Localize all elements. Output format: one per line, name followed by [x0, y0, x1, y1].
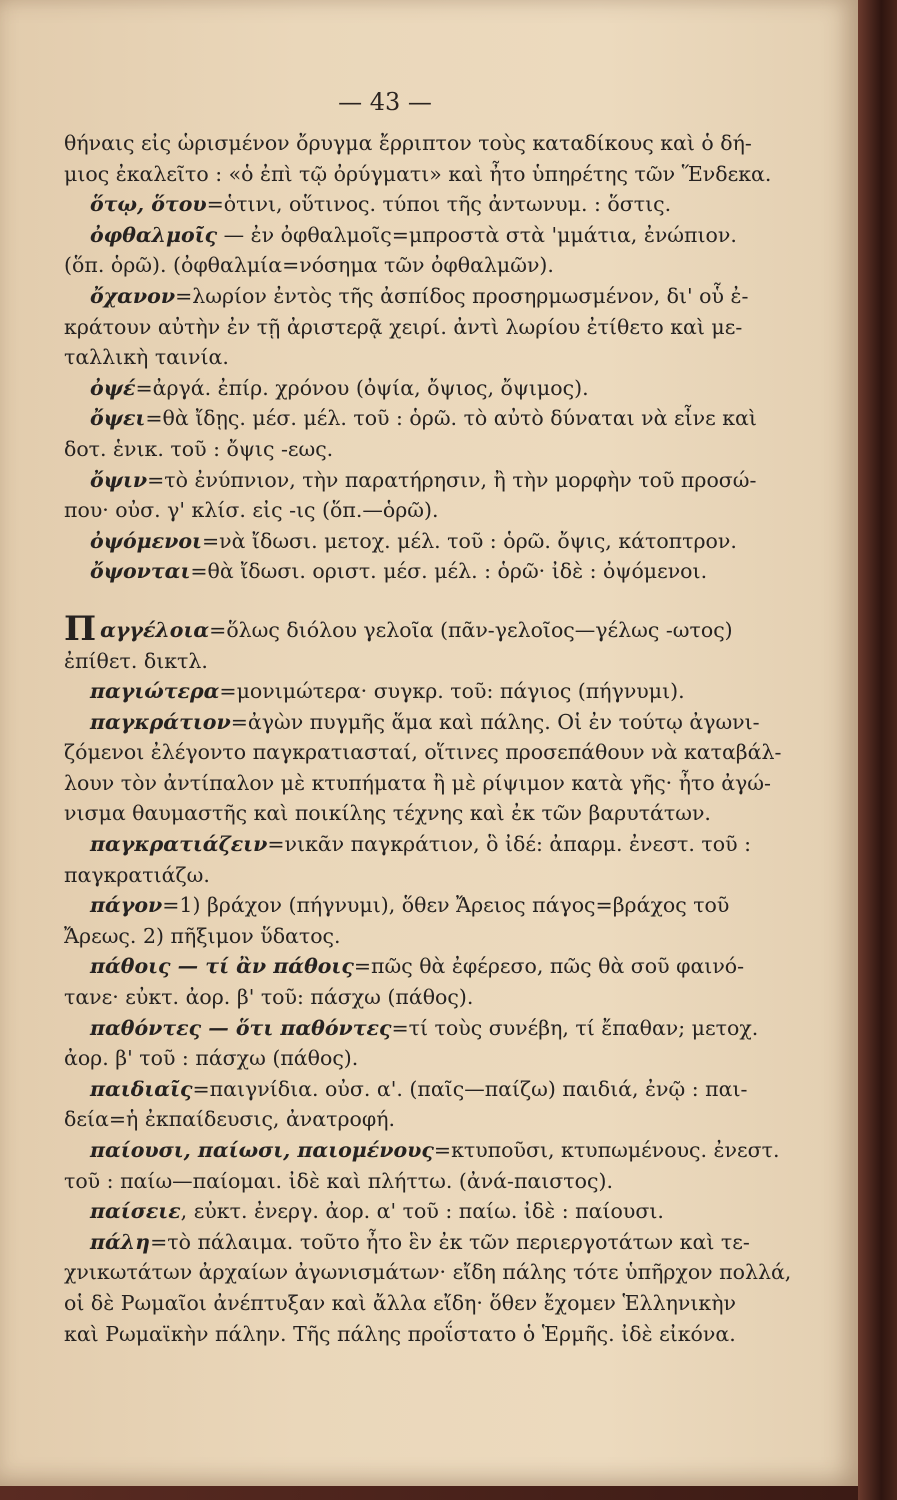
text-line [64, 159, 794, 190]
text-line [64, 342, 794, 373]
text-line [64, 676, 794, 707]
text-line [64, 646, 794, 677]
entry-text: χνικωτάτων ἀρχαίων ἀγωνισμάτων· εἴδη πάλης τότε ὑπῆρχον πολλά, [64, 1260, 792, 1285]
entry-text: (ὅπ. ὁρῶ). (ὀφθαλμία=νόσημα τῶν ὀφθαλμῶν). [64, 253, 554, 278]
entry-text: =1) βράχον (πήγνυμι), ὅθεν Ἄρειος πάγος=βράχος τοῦ [162, 893, 730, 918]
entry-headword: ὄψονται [90, 559, 191, 584]
entry-headword: ὄχανον [90, 283, 176, 308]
text-line [64, 403, 794, 434]
entry-text: =θὰ ἴδωσι. οριστ. μέσ. μέλ. : ὁρῶ· ἰδὲ : ὀψόμενοι. [190, 559, 708, 584]
text-line [64, 982, 794, 1013]
entry-headword: ὀφθαλμοῖς [90, 222, 218, 247]
entry-text: τοῦ : παίω—παίομαι. ἰδὲ καὶ πλήττω. (ἀνά-παιστος). [64, 1168, 613, 1193]
text-line [64, 1257, 794, 1288]
entry-text: κράτουν αὐτὴν ἐν τῇ ἀριστερᾷ χειρί. ἀντὶ λωρίου ἐτίθετο καὶ με- [64, 314, 743, 339]
entry-headword: παγκρατιάζειν [90, 832, 268, 857]
text-line [64, 312, 794, 343]
entry-headword: ὀψόμενοι [90, 528, 202, 553]
entry-headword: παγκράτιον [90, 709, 231, 734]
text-line [64, 495, 794, 526]
text-line [64, 465, 794, 496]
text-line [64, 434, 794, 465]
text-line [64, 737, 794, 768]
entry-headword: ὄψιν [90, 467, 148, 492]
glossary-text [64, 128, 794, 1349]
text-line [64, 281, 794, 312]
text-line [64, 1043, 794, 1074]
text-line [64, 1319, 794, 1350]
text-line [64, 860, 794, 891]
entry-text: που· οὐσ. γ' κλίσ. εἰς -ις (ὅπ.—ὁρῶ). [64, 498, 439, 523]
text-line [64, 1227, 794, 1258]
entry-text: =τὸ ἐνύπνιον, τὴν παρατήρησιν, ἢ τὴν μορφὴν τοῦ προσώ- [147, 467, 757, 492]
text-line [64, 189, 794, 220]
entry-text: =τὸ πάλαιμα. τοῦτο ἦτο ἓν ἐκ τῶν περιεργοτάτων καὶ τε- [150, 1229, 750, 1254]
entry-text: δεία=ἡ ἐκπαίδευσις, ἀνατροφή. [64, 1107, 395, 1132]
entry-text: =ὅλως διόλου γελοῖα (πᾶν-γελοῖος—γέλως -ωτος) [209, 617, 733, 642]
text-line [64, 1013, 794, 1044]
entry-headword: πάθοις — τί ἂν πάθοις [90, 954, 354, 979]
entry-text: δοτ. ἑνικ. τοῦ : ὄψις -εως. [64, 436, 334, 461]
text-line [64, 798, 794, 829]
text-line [64, 615, 794, 646]
entry-text: =ὁτινι, οὕτινος. τύποι τῆς ἀντωνυμ. : ὅστις. [206, 192, 672, 217]
text-line [64, 1288, 794, 1319]
text-line [64, 556, 794, 587]
entry-headword: ὄψει [90, 406, 146, 431]
text-line [64, 526, 794, 557]
entry-headword: παθόντες — ὅτι παθόντες [90, 1015, 392, 1040]
entry-text: =νὰ ἴδωσι. μετοχ. μέλ. τοῦ : ὁρῶ. ὄψις, κάτοπτρον. [201, 528, 737, 553]
text-line [64, 220, 794, 251]
entry-headword: πάγον [90, 893, 163, 918]
entry-text: τανε· εὐκτ. ἀορ. β' τοῦ: πάσχω (πάθος). [64, 985, 474, 1010]
entry-text: — ἐν ὀφθαλμοῖς=μπροστὰ στὰ 'μμάτια, ἐνώπιον. [217, 222, 737, 247]
entry-text: =λωρίον ἐντὸς τῆς ἀσπίδος προσηρμωσμένον, δι' οὗ ἐ- [175, 283, 749, 308]
entry-headword: παίσειε [90, 1199, 181, 1224]
entry-headword: ὀψέ [90, 375, 136, 400]
entry-text: ζόμενοι ἐλέγοντο παγκρατιασταί, οἵτινες προσεπάθουν νὰ καταβάλ- [64, 740, 782, 765]
entry-text: ταλλικὴ ταινία. [64, 345, 229, 370]
entry-text: , εὐκτ. ἐνεργ. ἀορ. α' τοῦ : παίω. ἰδὲ : παίουσι. [180, 1199, 664, 1224]
text-line [64, 1135, 794, 1166]
section-gap [64, 587, 794, 615]
entry-headword: παιδιαῖς [90, 1076, 193, 1101]
text-line [64, 768, 794, 799]
entry-text: =τί τοὺς συνέβη, τί ἔπαθαν; μετοχ. [391, 1015, 759, 1040]
text-line [64, 890, 794, 921]
text-line [64, 1104, 794, 1135]
entry-text: =κτυποῦσι, κτυπωμένους. ἐνεστ. [433, 1138, 780, 1162]
entry-text: =ἀγὼν πυγμῆς ἅμα καὶ πάλης. Οἱ ἐν τούτῳ ἀγωνι- [230, 709, 760, 734]
entry-text: =νικᾶν παγκράτιον, ὃ ἰδέ: ἀπαρμ. ἐνεστ. τοῦ : [267, 832, 751, 857]
text-line [64, 707, 794, 738]
text-line [64, 1074, 794, 1105]
text-line [64, 951, 794, 982]
page-number: — 43 — [338, 88, 432, 116]
entry-text: =μονιμώτερα· συγκρ. τοῦ: πάγιος (πήγνυμι). [219, 679, 685, 704]
entry-text: =πῶς θὰ ἐφέρεσο, πῶς θὰ σοῦ φαινό- [353, 954, 745, 979]
entry-text: νισμα θαυμαστῆς καὶ ποικίλης τέχνης καὶ ἐκ τῶν βαρυτάτων. [64, 801, 711, 826]
entry-headword: ὅτῳ, ὅτου [90, 192, 207, 217]
entry-headword: αγγέλοια [100, 617, 210, 642]
text-line [64, 250, 794, 281]
entry-text: οἱ δὲ Ρωμαῖοι ἀνέπτυξαν καὶ ἄλλα εἴδη· ὅθεν ἔχομεν Ἑλληνικὴν [64, 1290, 736, 1315]
entry-text: Ἄρεως. 2) πῆξιμον ὕδατος. [64, 923, 341, 948]
text-line [64, 1196, 794, 1227]
entry-text: ἐπίθετ. δικτλ. [64, 648, 208, 673]
entry-text: ἀορ. β' τοῦ : πάσχω (πάθος). [64, 1046, 359, 1071]
entry-text: παγκρατιάζω. [64, 862, 210, 887]
entry-headword: παγιώτερα [90, 679, 220, 704]
text-line [64, 128, 794, 159]
entry-headword: παίουσι, παίωσι, παιομένους [90, 1138, 434, 1162]
book-cover-edge [858, 0, 897, 1500]
entry-text: καὶ Ρωμαϊκὴν πάλην. Τῆς πάλης προΐστατο ὁ Ἑρμῆς. ἰδὲ εἰκόνα. [64, 1321, 736, 1346]
text-line [64, 829, 794, 860]
entry-text: =θὰ ἴδῃς. μέσ. μέλ. τοῦ : ὁρῶ. τὸ αὐτὸ δύναται νὰ εἶνε καὶ [145, 406, 757, 431]
section-initial-letter: Π [64, 614, 97, 646]
entry-text: =ἀργά. ἐπίρ. χρόνου (ὀψία, ὄψιος, ὄψιμος). [135, 375, 589, 400]
entry-text: λουν τὸν ἀντίπαλον μὲ κτυπήματα ἢ μὲ ρίψιμον κατὰ γῆς· ἦτο ἀγώ- [64, 770, 771, 795]
text-line [64, 373, 794, 404]
entry-headword: πάλη [90, 1229, 151, 1254]
text-line [64, 921, 794, 952]
entry-text: μιος ἐκαλεῖτο : «ὁ ἐπὶ τῷ ὀρύγματι» καὶ ἦτο ὑπηρέτης τῶν Ἕνδεκα. [64, 161, 772, 186]
entry-text: θήναις εἰς ὡρισμένον ὄρυγμα ἔρριπτον τοὺς καταδίκους καὶ ὁ δή- [64, 131, 752, 155]
entry-text: =παιγνίδια. οὐσ. α'. (παῖς—παίζω) παιδιά, ἐνῷ : παι- [192, 1076, 748, 1101]
text-line [64, 1166, 794, 1197]
